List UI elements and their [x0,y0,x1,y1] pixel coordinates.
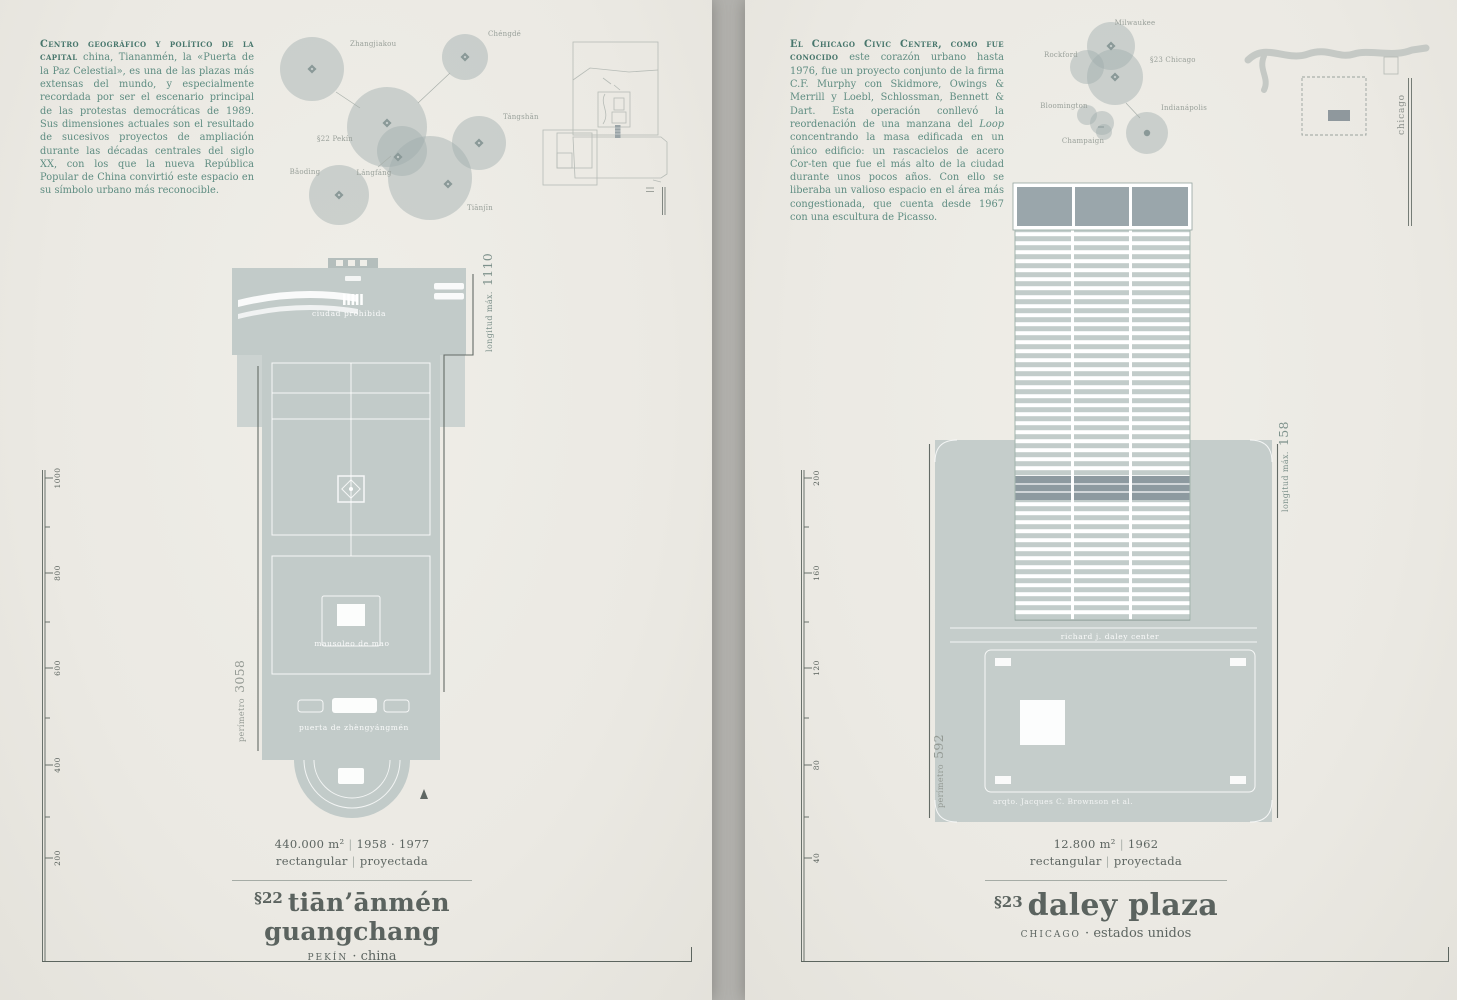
tiananmen-plan [218,256,478,841]
facts-sep2: | [351,854,356,869]
bubble-label-zhangjiakou: Zhangjiakou [350,40,397,48]
plan-label-mausoleo: mausoleo de mao [314,639,390,648]
river-branch [1262,56,1265,90]
pekin-minimap [533,28,683,218]
facts-sep2: | [1105,854,1110,869]
tick-80: 80 [812,759,821,771]
monument-marker [349,487,353,491]
minimap-margin-rule [663,187,666,215]
poster-page-daley [745,0,1457,1000]
loc-sep: · [348,948,361,964]
river-shape [1248,48,1426,60]
scale-ruler-metres [789,462,853,972]
origin-value: proyectada [359,854,429,869]
longitud-label: longitud máx. [485,291,494,352]
bottom-corner-tick [691,947,692,961]
tick-200: 200 [812,470,821,486]
proximity-diagram-chicago [1040,15,1240,175]
tick-160: 160 [812,565,821,581]
loop-dashed-area [1302,77,1366,135]
plaza-title [933,888,1279,923]
plaza-number: §23 [993,892,1023,911]
facts-sep: | [1119,837,1124,851]
plan-label-daley-center: richard j. daley center [1060,632,1160,641]
plaza-city: chicago [1020,925,1081,941]
perimetro-label: perímetro [237,697,246,742]
facts-sep: | [348,837,353,851]
intro-loop-italic: Loop [979,118,1004,130]
perimetro-value: 592 [931,734,946,759]
bubble-label-rockford: Rockford [1044,51,1078,59]
tick-1000: 1000 [53,467,62,489]
dates-value: 1958 · 1977 [356,837,430,851]
minimap-legend-dashes [646,188,654,192]
origin-value: proyectada [1113,854,1183,869]
daley-tower [1013,183,1192,620]
longitud-measure [1273,421,1292,512]
plaza-country: china [360,948,397,964]
tick-40: 40 [812,852,821,864]
daley-plaza-plan [900,180,1300,840]
geometry-value: rectangular [1029,854,1102,869]
intro-lead: El Chicago Civic Center, como fue conocido [790,39,1004,64]
tick-600: 600 [53,660,62,676]
perimetro-label: perímetro [936,763,945,808]
bubble-label-tianjin: Tiānjīn [467,204,493,212]
facts-row-2 [180,853,524,870]
intro-body-1: este corazón urbano hasta 1976, fue un proyecto conjunto de la firma C.F. Murphy con Skidmore, Owings & Merrill y Loebl, Schlossman, Bennett & Dart. Esta operación conllevó la reordenación de una manzana del [790,52,1004,130]
bubble-label-bloomington: Bloomington [1040,102,1088,110]
geometry-value: rectangular [275,854,348,869]
bubble-label-tangshan: Tángshān [503,113,539,121]
minimap-block [1384,57,1398,74]
north-marker [420,789,428,799]
bubble-circles [1070,22,1168,154]
bubble-label-indianapolis: Indianápolis [1161,104,1208,112]
bottom-border [801,961,1449,962]
bubble-label-chicago: §23 Chicago [1150,56,1196,64]
intro-lead: Centro geográfico y político de la capital [40,39,254,64]
scale-ruler-metres [30,462,94,972]
ruler-line [43,470,54,962]
minimap-plaza-mark [615,125,621,138]
facts-row-1 [933,836,1279,853]
plaza-name: daley plaza [1027,887,1219,923]
plaza-facts [180,836,524,964]
plaza-city: pekín [307,948,349,964]
bubble-label-champaign: Champaign [1061,137,1105,145]
area-value: 12.800 m² [1053,837,1116,851]
proximity-diagram-pekin [270,15,550,230]
bubble-label-pekin: §22 Pekín [317,135,353,143]
title-divider [985,880,1227,881]
longitud-value: 158 [1276,421,1291,447]
longitud-measure [477,253,496,352]
perimetro-measure [928,734,947,808]
plan-base [232,258,466,818]
plaza-site-mark [1328,110,1350,121]
bubble-label-baoding: Bǎodìng [289,168,321,176]
bubble-label-chengde: Chéngdé [488,30,522,38]
loc-sep: · [1080,925,1094,941]
intro-body: china, Tiananmén, la «Puerta de la Paz Celestial», es una de las plazas más extensas del mundo, y especialmente recordada por ser el escenario principal de las protestas democráticas de 1989. Sus dimensiones actuales son el resultado de sucesivos proyectos de ampliación durante las décadas centrales del siglo XX, con los que la nueva República Popular de China convirtió este espacio en su símbolo urbano más reconocible. [40,52,254,197]
bottom-corner-tick [1448,947,1449,961]
plan-label-puerta: puerta de zhèngyángmén [299,723,409,732]
ruler-line [802,470,813,962]
perimetro-measure [229,660,248,742]
title-divider [232,880,472,881]
margin-city-label: chicago [1397,94,1407,135]
intro-text-tiananmen [40,38,254,198]
facts-row-2 [933,853,1279,870]
plaza-number: §22 [254,888,283,907]
bubble-label-milwaukee: Milwaukee [1114,19,1156,27]
poster-page-tiananmen [0,0,712,1000]
bubble-link [1126,103,1140,118]
bubble-label-langfang: Lángfáng [356,169,392,177]
bubble-circles [280,34,506,225]
tick-800: 800 [53,565,62,581]
area-value: 440.000 m² [274,837,345,851]
tick-400: 400 [53,757,62,773]
longitud-value: 1110 [480,253,495,287]
plaza-name: tiān’ānmén guangchang [264,887,450,946]
minimap-outlines [543,42,667,185]
tick-200: 200 [53,850,62,866]
intro-body-2: concentrando la masa edificada en un único edificio: un rascacielos de acero Cor-ten que fue el más alto de la ciudad durante unos pocos años. Con ello se liberaba un valioso espacio en el área más congestionada, que cuenta desde 1967 con una escultura de Picasso. [790,132,1004,224]
margin-rule [1408,78,1412,226]
plaza-country: estados unidos [1093,925,1192,941]
plaza-title [180,888,524,946]
tick-120: 120 [812,660,821,676]
plaza-facts [933,836,1279,941]
dates-value: 1962 [1127,837,1159,851]
perimetro-value: 3058 [232,659,247,693]
plan-label-ciudad-prohibida: ciudad prohibida [311,309,387,318]
plan-credit: arqto. Jacques C. Brownson et al. [993,797,1133,806]
plaza-location [933,926,1279,941]
longitud-label: longitud máx. [1281,451,1290,512]
facts-row-1 [180,836,524,853]
plaza-location [180,949,524,964]
